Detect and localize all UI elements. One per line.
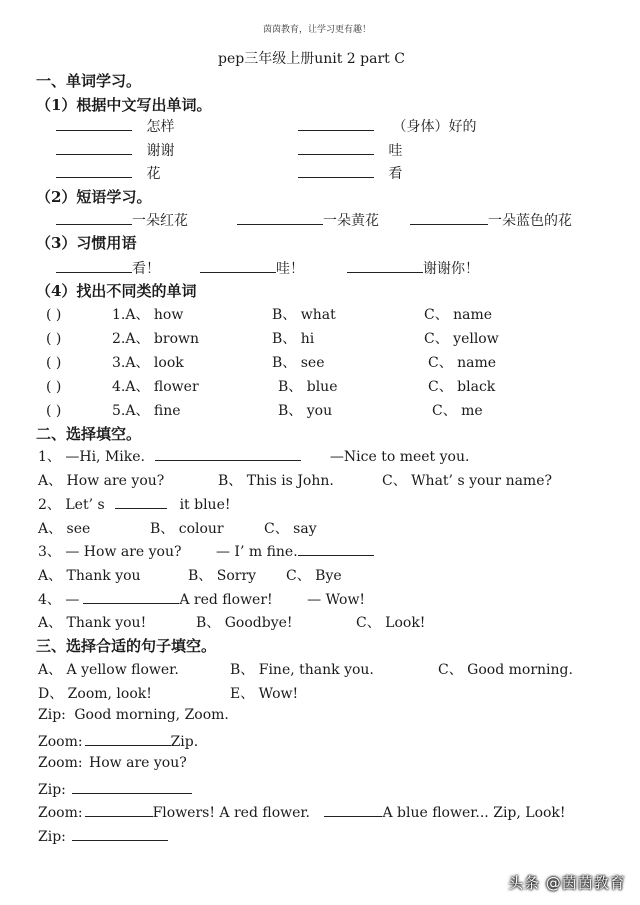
sentence-option: C、 Good morning. bbox=[438, 662, 573, 678]
speaker: Zoom: bbox=[38, 734, 83, 750]
option-b: B、 hi bbox=[272, 331, 315, 347]
question-stem: 3、 — How are you? — I’ m fine. bbox=[38, 541, 374, 561]
option-c: C、 What’ s your name? bbox=[382, 473, 553, 489]
q1-heading: （1）根据中文写出单词。 bbox=[36, 96, 212, 114]
expression-item: 哇！ bbox=[200, 258, 304, 278]
option-a: A、 Thank you bbox=[38, 568, 141, 584]
option-b: B、 Sorry bbox=[188, 568, 257, 584]
answer-blank[interactable] bbox=[410, 210, 488, 225]
answer-blank[interactable] bbox=[56, 258, 132, 273]
odd-one-out-row: ( ) 4.A、 flower bbox=[46, 379, 199, 395]
q4-heading: （4）找出不同类的单词 bbox=[36, 282, 197, 300]
answer-parens[interactable]: ( ) bbox=[46, 403, 62, 419]
sentence-option: B、 Fine, thank you. bbox=[230, 662, 374, 678]
page-title: pep三年级上册unit 2 part C bbox=[218, 51, 405, 67]
dialog-line: Zoom: How are you? bbox=[38, 755, 187, 771]
option-c: C、 Bye bbox=[286, 568, 342, 584]
answer-blank[interactable] bbox=[56, 163, 132, 178]
answer-blank[interactable] bbox=[155, 446, 301, 461]
section-1-heading: 一、单词学习。 bbox=[36, 72, 142, 90]
question-stem: 2、 Let’ s it blue! bbox=[38, 494, 230, 514]
answer-blank[interactable] bbox=[72, 826, 168, 841]
option-a: A、 How are you? bbox=[38, 473, 165, 489]
dialog-line bbox=[38, 826, 168, 845]
expression-item: 看！ bbox=[56, 258, 160, 278]
answer-blank[interactable] bbox=[347, 258, 423, 273]
speaker: Zip: bbox=[38, 782, 66, 798]
section-3-heading: 三、选择合适的句子填空。 bbox=[36, 637, 217, 655]
q3-heading: （3）习惯用语 bbox=[36, 234, 137, 252]
sentence-option: A、 A yellow flower. bbox=[38, 662, 179, 678]
answer-parens[interactable]: ( ) bbox=[46, 355, 62, 371]
odd-one-out-row: ( ) 3.A、 look bbox=[46, 355, 184, 371]
option-a: A、 Thank you! bbox=[38, 615, 147, 631]
sentence-option: D、 Zoom, look! bbox=[38, 686, 152, 702]
answer-blank[interactable] bbox=[298, 541, 374, 556]
option-c: C、 black bbox=[428, 379, 496, 395]
odd-one-out-row: ( ) 5.A、 fine bbox=[46, 403, 181, 419]
speaker: Zip: bbox=[38, 707, 66, 723]
q2-heading: （2）短语学习。 bbox=[36, 188, 152, 206]
option-c: C、 name bbox=[428, 355, 497, 371]
dialog-line: Zoom: Flowers! A red flower. A blue flower... Zip, Look! bbox=[38, 802, 566, 821]
word-item: 哇 bbox=[298, 140, 402, 160]
option-b: B、 you bbox=[278, 403, 333, 419]
speaker: Zoom: bbox=[38, 755, 83, 771]
answer-blank[interactable] bbox=[56, 140, 132, 155]
answer-blank[interactable] bbox=[56, 210, 132, 225]
answer-blank[interactable] bbox=[85, 802, 153, 817]
question-stem: 1、 —Hi, Mike. —Nice to meet you. bbox=[38, 446, 469, 466]
header-note: 茵茵教育，让学习更有趣！ bbox=[263, 25, 372, 35]
option-c: C、 yellow bbox=[424, 331, 499, 347]
watermark: 头条 @茵茵教育 bbox=[508, 874, 626, 892]
answer-blank[interactable] bbox=[72, 779, 192, 794]
option-c: C、 Look! bbox=[356, 615, 426, 631]
answer-blank[interactable] bbox=[237, 210, 323, 225]
phrase-item: 一朵红花 bbox=[56, 210, 188, 230]
option-c: C、 me bbox=[432, 403, 483, 419]
word-item: 看 bbox=[298, 163, 402, 183]
option-b: B、 Goodbye! bbox=[196, 615, 293, 631]
odd-one-out-row: ( ) 2.A、 brown bbox=[46, 331, 200, 347]
option-a: A、 see bbox=[38, 521, 91, 537]
phrase-item: 一朵蓝色的花 bbox=[410, 210, 572, 230]
expression-item: 谢谢你！ bbox=[347, 258, 479, 278]
answer-parens[interactable]: ( ) bbox=[46, 379, 62, 395]
answer-blank[interactable] bbox=[56, 116, 132, 131]
odd-one-out-row: ( ) 1.A、 how bbox=[46, 307, 184, 323]
option-b: B、 colour bbox=[150, 521, 224, 537]
speaker: Zoom: bbox=[38, 805, 83, 821]
answer-blank[interactable] bbox=[200, 258, 276, 273]
option-b: B、 blue bbox=[278, 379, 338, 395]
question-stem: 4、 — A red flower! — Wow! bbox=[38, 589, 365, 609]
word-item: 怎样 bbox=[56, 116, 174, 136]
dialog-line bbox=[38, 779, 192, 798]
phrase-item: 一朵黄花 bbox=[237, 210, 379, 230]
option-b: B、 see bbox=[272, 355, 325, 371]
dialog-line: Zip: Good morning, Zoom. bbox=[38, 707, 229, 723]
answer-blank[interactable] bbox=[85, 731, 171, 746]
answer-blank[interactable] bbox=[324, 802, 382, 817]
option-c: C、 name bbox=[424, 307, 493, 323]
speaker: Zip: bbox=[38, 829, 66, 845]
answer-parens[interactable]: ( ) bbox=[46, 307, 62, 323]
word-item: （身体）好的 bbox=[298, 116, 476, 136]
option-b: B、 This is John. bbox=[218, 473, 334, 489]
answer-parens[interactable]: ( ) bbox=[46, 331, 62, 347]
word-item: 花 bbox=[56, 163, 160, 183]
dialog-line: Zoom: Zip. bbox=[38, 731, 198, 750]
sentence-option: E、 Wow! bbox=[230, 686, 299, 702]
section-2-heading: 二、选择填空。 bbox=[36, 425, 142, 443]
answer-blank[interactable] bbox=[83, 589, 179, 604]
word-item: 谢谢 bbox=[56, 140, 174, 160]
option-b: B、 what bbox=[272, 307, 336, 323]
answer-blank[interactable] bbox=[115, 494, 167, 509]
answer-blank[interactable] bbox=[298, 163, 374, 178]
answer-blank[interactable] bbox=[298, 116, 374, 131]
answer-blank[interactable] bbox=[298, 140, 374, 155]
option-c: C、 say bbox=[264, 521, 317, 537]
